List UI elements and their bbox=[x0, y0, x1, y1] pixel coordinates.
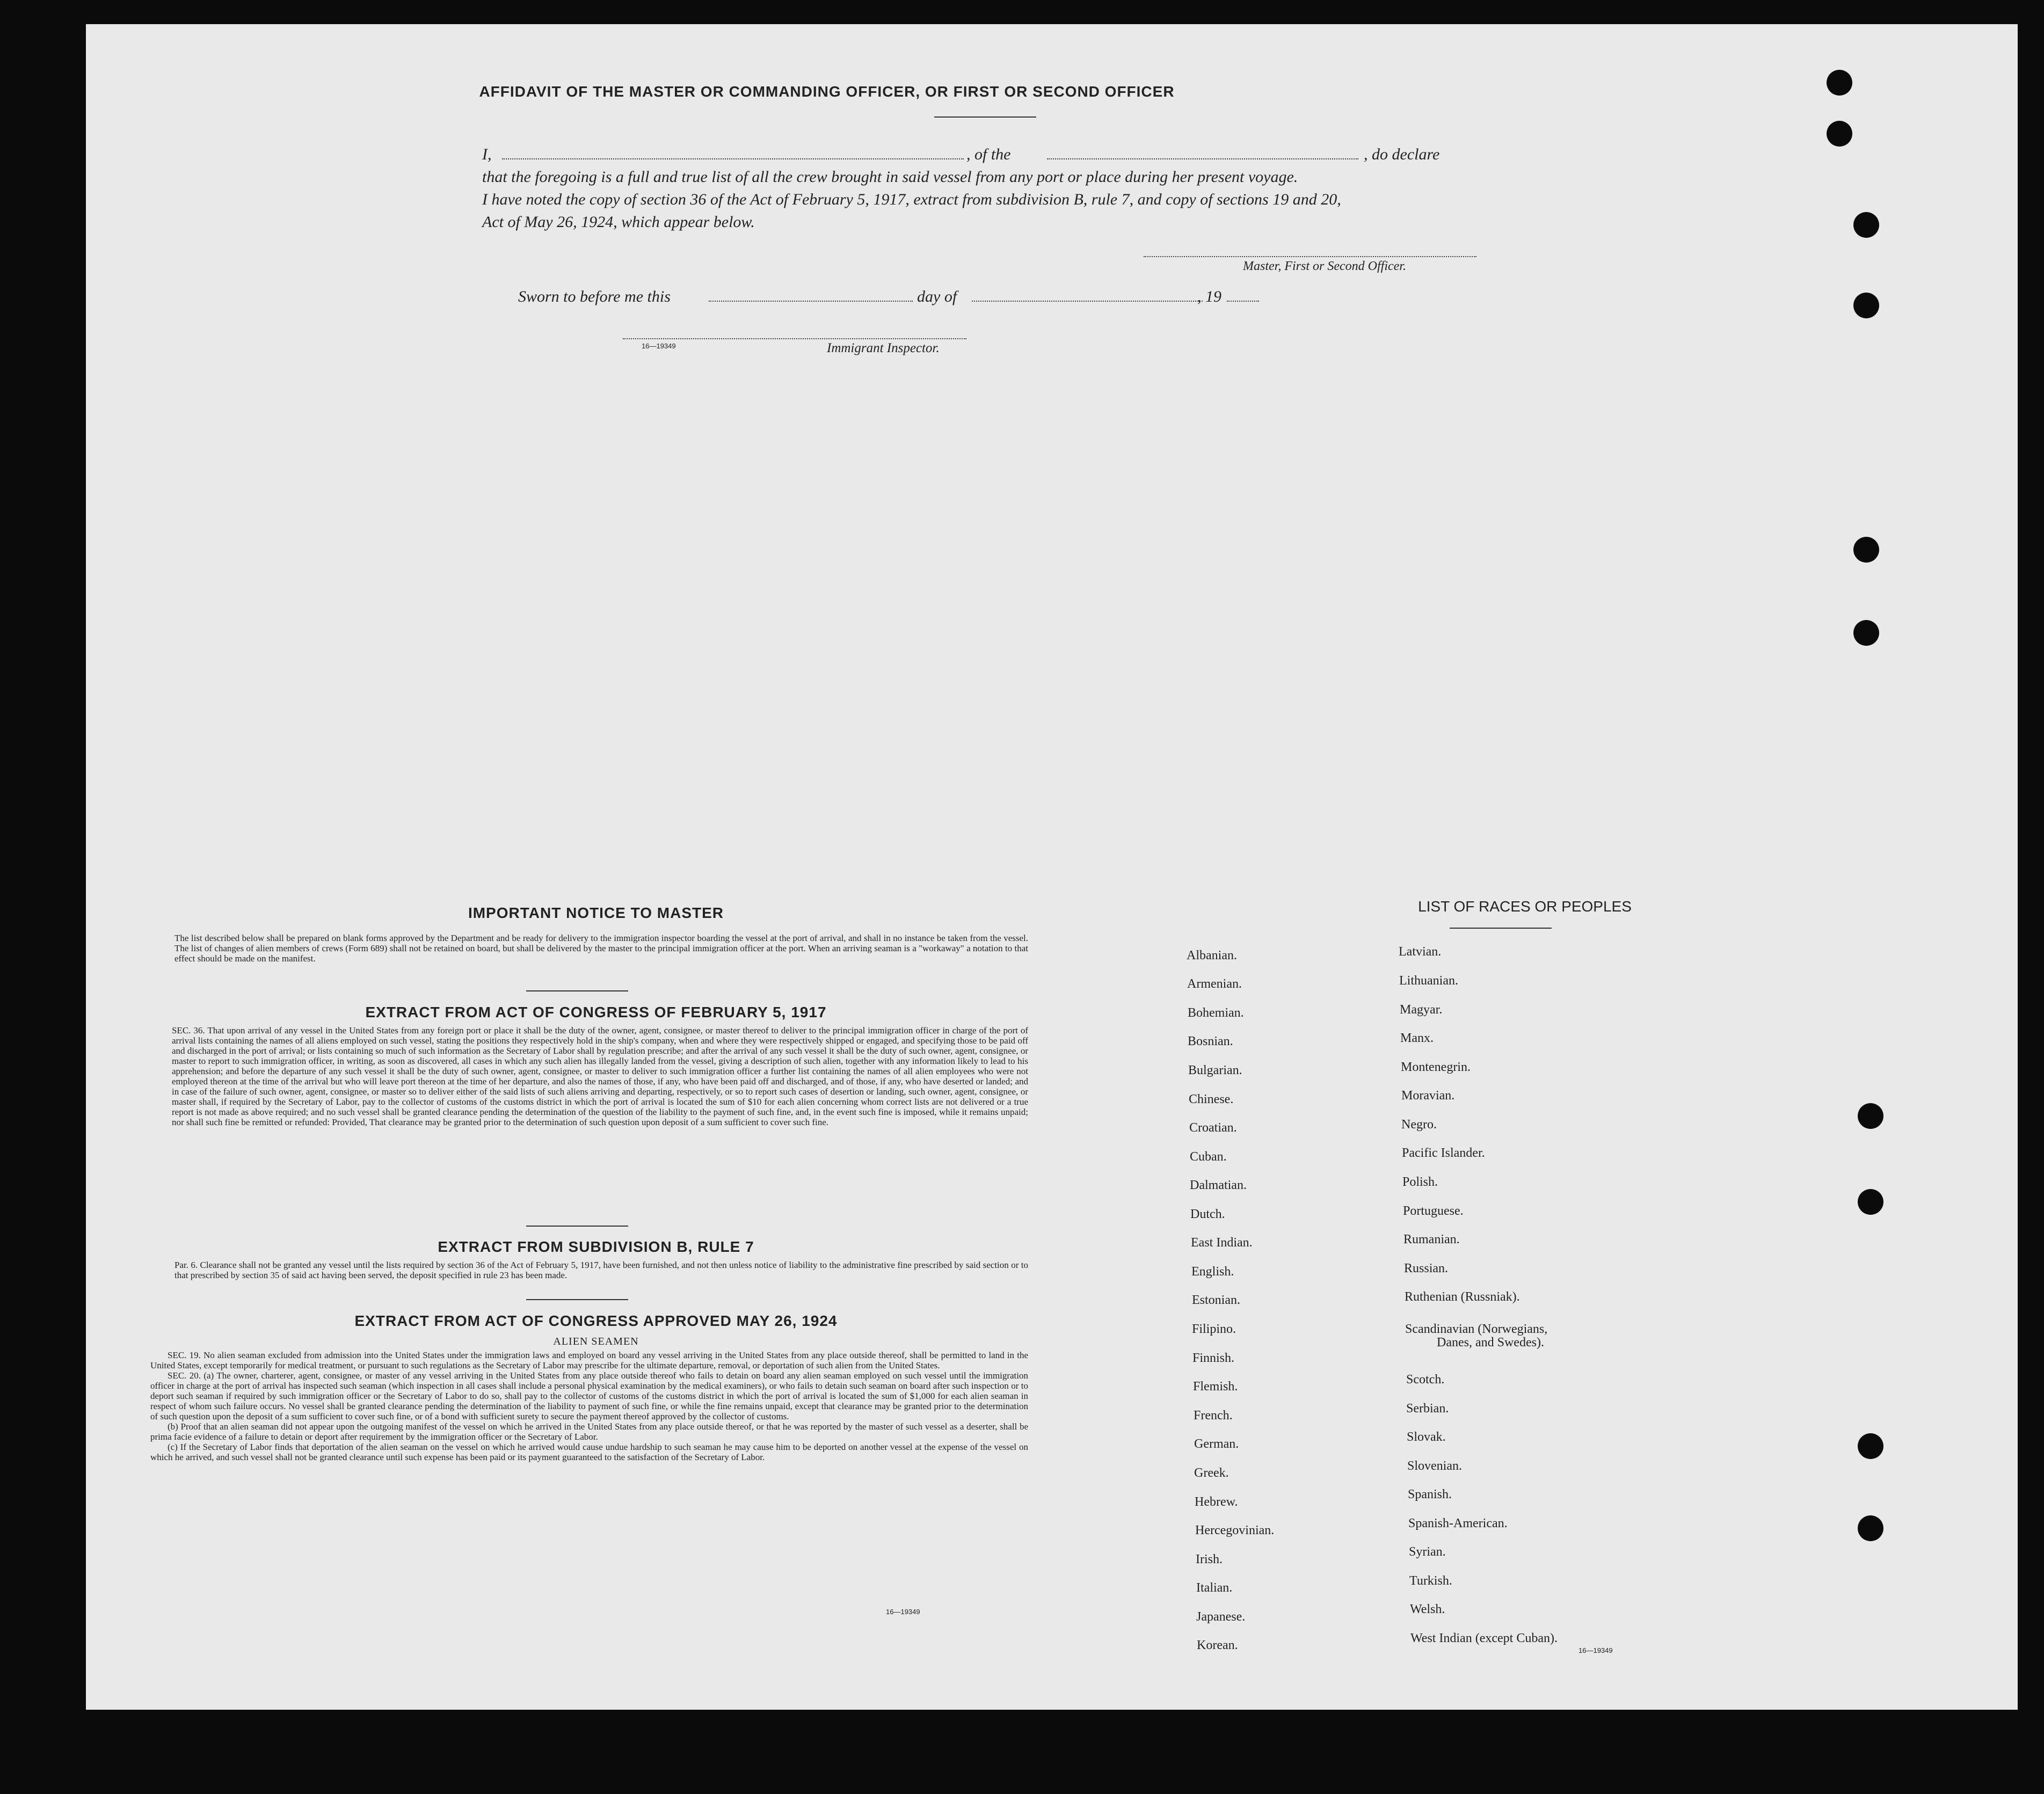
punch-hole bbox=[1858, 1103, 1883, 1129]
race-item: Flemish. bbox=[1193, 1380, 1238, 1394]
subdiv-b-title: EXTRACT FROM SUBDIVISION B, RULE 7 bbox=[438, 1238, 754, 1255]
punch-hole bbox=[1858, 1189, 1883, 1215]
punch-hole bbox=[1853, 620, 1879, 646]
race-item: Danes, and Swedes). bbox=[1437, 1336, 1544, 1350]
extract-form-number: 16—19349 bbox=[886, 1608, 920, 1616]
year-line[interactable] bbox=[1227, 301, 1259, 302]
vessel-line[interactable] bbox=[1047, 158, 1358, 159]
punch-hole bbox=[1858, 1433, 1883, 1459]
race-item: Dalmatian. bbox=[1190, 1178, 1247, 1192]
punch-hole bbox=[1853, 212, 1879, 238]
race-item: Russian. bbox=[1404, 1261, 1449, 1275]
race-item: Korean. bbox=[1197, 1638, 1238, 1652]
signature-line[interactable] bbox=[1144, 256, 1476, 257]
races-form-number: 16—19349 bbox=[1579, 1646, 1613, 1654]
signature-caption: Master, First or Second Officer. bbox=[1243, 259, 1406, 273]
race-item: Turkish. bbox=[1409, 1574, 1452, 1588]
punch-hole bbox=[1853, 293, 1879, 318]
races-title: LIST OF RACES OR PEOPLES bbox=[1418, 898, 1632, 915]
race-item: Negro. bbox=[1401, 1118, 1437, 1132]
extract-1924-body bbox=[150, 1350, 1028, 1462]
race-item: Hercegovinian. bbox=[1195, 1523, 1275, 1537]
sworn-day-line[interactable] bbox=[709, 301, 913, 302]
race-item: Polish. bbox=[1402, 1175, 1438, 1189]
day-of-label: day of bbox=[917, 288, 957, 305]
race-item: Scotch. bbox=[1406, 1373, 1445, 1387]
divider bbox=[526, 1299, 628, 1300]
punch-hole bbox=[1827, 70, 1852, 96]
race-item: Spanish-American. bbox=[1408, 1516, 1508, 1530]
race-item: Estonian. bbox=[1192, 1293, 1240, 1307]
race-item: Syrian. bbox=[1409, 1545, 1446, 1559]
alien-seamen-subtitle: ALIEN SEAMEN bbox=[553, 1336, 639, 1347]
race-item: Manx. bbox=[1400, 1031, 1434, 1045]
race-item: Magyar. bbox=[1400, 1003, 1443, 1017]
race-item: Finnish. bbox=[1192, 1351, 1235, 1365]
extract-1917-text: SEC. 36. That upon arrival of any vessel in the United States from any foreign port or place it shall be the duty of the owner, agent, consignee, or master thereof to deliver to the principal immigration officer in charge of the port of arrival lists containing the names of all aliens employed on such vessel, stating the positions they respectively hold in the ship's company, when and where they were respectively shipped or engaged, and specifying those to be paid off and discharged in the port of arrival; or lists containing so much of such information as the Secretary of Labor shall by regulation prescribe; and after the arrival of any such vessel it shall be the duty of such owner, agent, consignee, or master to report to such immigration officer, in writing, as soon as discovered, all cases in which any such alien has illegally landed from the vessel, giving a description of such alien, together with any information likely to lead to his apprehension; and before the departure of any such vessel it shall be the duty of such owner, agent, consignee, or master to deliver to such immigration officer a further list containing the names of all alien employees who were not employed thereon at the time of the arrival but who will leave port thereon at the time of her departure, and also the names of those, if any, who have been paid off and discharged, and of those, if any, who have deserted or landed; and in case of the failure of such owner, agent, consignee, or master so to deliver either of the said lists of such aliens arriving and departing, respectively, or so to report such cases of desertion or landing, such owner, agent, consignee, or master shall, if required by the Secretary of Labor, pay to the collector of customs of the customs district in which the port of arrival is located the sum of $10 for each alien concerning whom correct lists are not delivered or a true report is not made as above required; and no such vessel shall be granted clearance pending the determination of the question of the liability to the payment of such fine, and, in the event such fine is imposed, while it remains unpaid; nor shall such fine be remitted or refunded: Provided, That clearance may be granted prior to the determination of such question upon deposit of a sum sufficient to cover such fine. bbox=[172, 1025, 1028, 1127]
sworn-label: Sworn to before me this bbox=[518, 288, 671, 305]
race-item: Irish. bbox=[1196, 1552, 1223, 1566]
notice-text: The list described below shall be prepared on blank forms approved by the Department and be ready for delivery to the immigration inspector boarding the vessel at the port of arrival, and shall in no instance be taken from the vessel. The list of changes of alien members of crews (Form 689) shall not be retained on board, but shall be delivered by the master to the principal immigration officer at the port. When an arriving seaman is a "workaway" a notation to that effect should be made on the manifest. bbox=[174, 933, 1028, 964]
race-item: Bosnian. bbox=[1188, 1034, 1233, 1048]
race-item: Hebrew. bbox=[1195, 1495, 1238, 1509]
affidavit-do-declare: , do declare bbox=[1364, 145, 1440, 163]
notice-title: IMPORTANT NOTICE TO MASTER bbox=[468, 905, 724, 921]
race-item: Pacific Islander. bbox=[1402, 1146, 1485, 1160]
sec20b-text: (b) Proof that an alien seaman did not appear upon the outgoing manifest of the vessel on which he arrived in the United States from any place outside thereof, or that he was reported by the master of such vessel as a deserter, shall be prima facie evidence of a failure to detain or deport after requirement by the immigration officer or the Secretary of Labor. bbox=[150, 1421, 1028, 1442]
race-item: Latvian. bbox=[1399, 945, 1442, 959]
race-item: English. bbox=[1191, 1265, 1234, 1279]
race-item: Scandinavian (Norwegians, bbox=[1405, 1322, 1548, 1336]
race-item: Ruthenian (Russniak). bbox=[1405, 1290, 1520, 1304]
race-item: Montenegrin. bbox=[1401, 1060, 1471, 1074]
race-item: Armenian. bbox=[1187, 977, 1242, 991]
sec19-text: SEC. 19. No alien seaman excluded from admission into the United States under the immigration laws and employed on board any vessel arriving in the United States from any place outside thereof, shall be permitted to land in the United States, except temporarily for medical treatment, or pursuant to such regulations as the Secretary of Labor may prescribe for the ultimate departure, removal, or deportation of such alien from the United States. bbox=[150, 1350, 1028, 1370]
race-item: East Indian. bbox=[1191, 1236, 1253, 1250]
affidavit-title: AFFIDAVIT OF THE MASTER OR COMMANDING OFFICER, OR FIRST OR SECOND OFFICER bbox=[479, 83, 1175, 100]
race-item: West Indian (except Cuban). bbox=[1410, 1631, 1558, 1645]
race-item: Cuban. bbox=[1190, 1150, 1227, 1164]
race-item: Italian. bbox=[1196, 1581, 1233, 1595]
race-item: Albanian. bbox=[1187, 949, 1237, 962]
race-item: Chinese. bbox=[1189, 1092, 1234, 1106]
affidavit-line-3: I have noted the copy of section 36 of the Act of February 5, 1917, extract from subdivision B, rule 7, and copy of sections 19 and 20, bbox=[482, 191, 1341, 208]
year-prefix: , 19 bbox=[1197, 288, 1221, 305]
affidavit-i-label: I, bbox=[482, 145, 492, 163]
sworn-month-line[interactable] bbox=[972, 301, 1203, 302]
punch-hole bbox=[1858, 1515, 1883, 1541]
title-divider bbox=[934, 116, 1036, 118]
race-item: Slovenian. bbox=[1407, 1459, 1462, 1473]
race-item: Moravian. bbox=[1401, 1089, 1455, 1103]
punch-hole bbox=[1827, 121, 1852, 147]
race-item: Filipino. bbox=[1192, 1322, 1236, 1336]
race-item: Greek. bbox=[1194, 1466, 1229, 1480]
sec20a-text: SEC. 20. (a) The owner, charterer, agent, consignee, or master of any vessel arriving in the United States from any place outside thereof who fails to detain on board any alien seaman employed on such vessel until the immigration officer in charge at the port of arrival has inspected such seaman (which inspection in all cases shall include a personal physical examination by the medical examiners), or who fails to detain such seaman on board after such inspection or to deport such seaman if required by such immigration officer or the Secretary of Labor to do so, shall pay to the collector of customs of the customs district in which the port of arrival is located the sum of $1,000 for each alien seaman in respect of whom such failure occurs. No vessel shall be granted clearance pending the determination of the liability to payment of such fine, or while the fine remains unpaid, except that clearance may be granted prior to the determination of such question upon the deposit of a sum sufficient to cover such fine, or of a bond with sufficient surety to secure the payment thereof approved by the collector of customs. bbox=[150, 1370, 1028, 1421]
document-page bbox=[86, 24, 2018, 1710]
punch-hole bbox=[1853, 537, 1879, 563]
race-item: Dutch. bbox=[1190, 1207, 1225, 1221]
inspector-caption: Immigrant Inspector. bbox=[827, 341, 940, 355]
name-line[interactable] bbox=[502, 158, 964, 159]
race-item: Serbian. bbox=[1406, 1402, 1449, 1416]
race-item: Portuguese. bbox=[1403, 1204, 1464, 1218]
sec20c-text: (c) If the Secretary of Labor finds that deportation of the alien seaman on the vessel on which he arrived would cause undue hardship to such seaman he may cause him to be deported on another vessel at the expense of the vessel on which he arrived, and such vessel shall not be granted clearance until such expense has been paid or its payment guaranteed to the satisfaction of the Secretary of Labor. bbox=[150, 1442, 1028, 1462]
race-item: Bulgarian. bbox=[1188, 1063, 1242, 1077]
extract-1917-title: EXTRACT FROM ACT OF CONGRESS OF FEBRUARY 5, 1917 bbox=[365, 1004, 827, 1020]
affidavit-of-the: , of the bbox=[966, 145, 1011, 163]
affidavit-line-2: that the foregoing is a full and true list of all the crew brought in said vessel from any port or place during her present voyage. bbox=[482, 168, 1298, 186]
race-item: Rumanian. bbox=[1403, 1233, 1460, 1246]
divider bbox=[526, 990, 628, 991]
race-item: Croatian. bbox=[1189, 1121, 1237, 1135]
subdiv-b-text: Par. 6. Clearance shall not be granted any vessel until the lists required by section 36 of the Act of February 5, 1917, have been furnished, and not then unless notice of liability to the administrative fine prescribed by said section or to that prescribed by section 35 of said act having been served, the deposit specified in rule 23 has been made. bbox=[174, 1260, 1028, 1280]
inspector-signature-line[interactable] bbox=[623, 338, 966, 339]
extract-1924-title: EXTRACT FROM ACT OF CONGRESS APPROVED MAY 26, 1924 bbox=[354, 1312, 838, 1329]
race-item: Lithuanian. bbox=[1399, 974, 1458, 988]
affidavit-line-4: Act of May 26, 1924, which appear below. bbox=[482, 213, 755, 231]
divider bbox=[1450, 928, 1552, 929]
race-item: Bohemian. bbox=[1188, 1006, 1244, 1020]
race-item: German. bbox=[1194, 1437, 1239, 1451]
race-item: Slovak. bbox=[1407, 1430, 1446, 1444]
race-item: Japanese. bbox=[1196, 1610, 1246, 1624]
race-item: French. bbox=[1194, 1409, 1233, 1423]
affidavit-form-number: 16—19349 bbox=[642, 342, 676, 350]
divider bbox=[526, 1226, 628, 1227]
race-item: Welsh. bbox=[1410, 1602, 1445, 1616]
race-item: Spanish. bbox=[1408, 1487, 1452, 1501]
